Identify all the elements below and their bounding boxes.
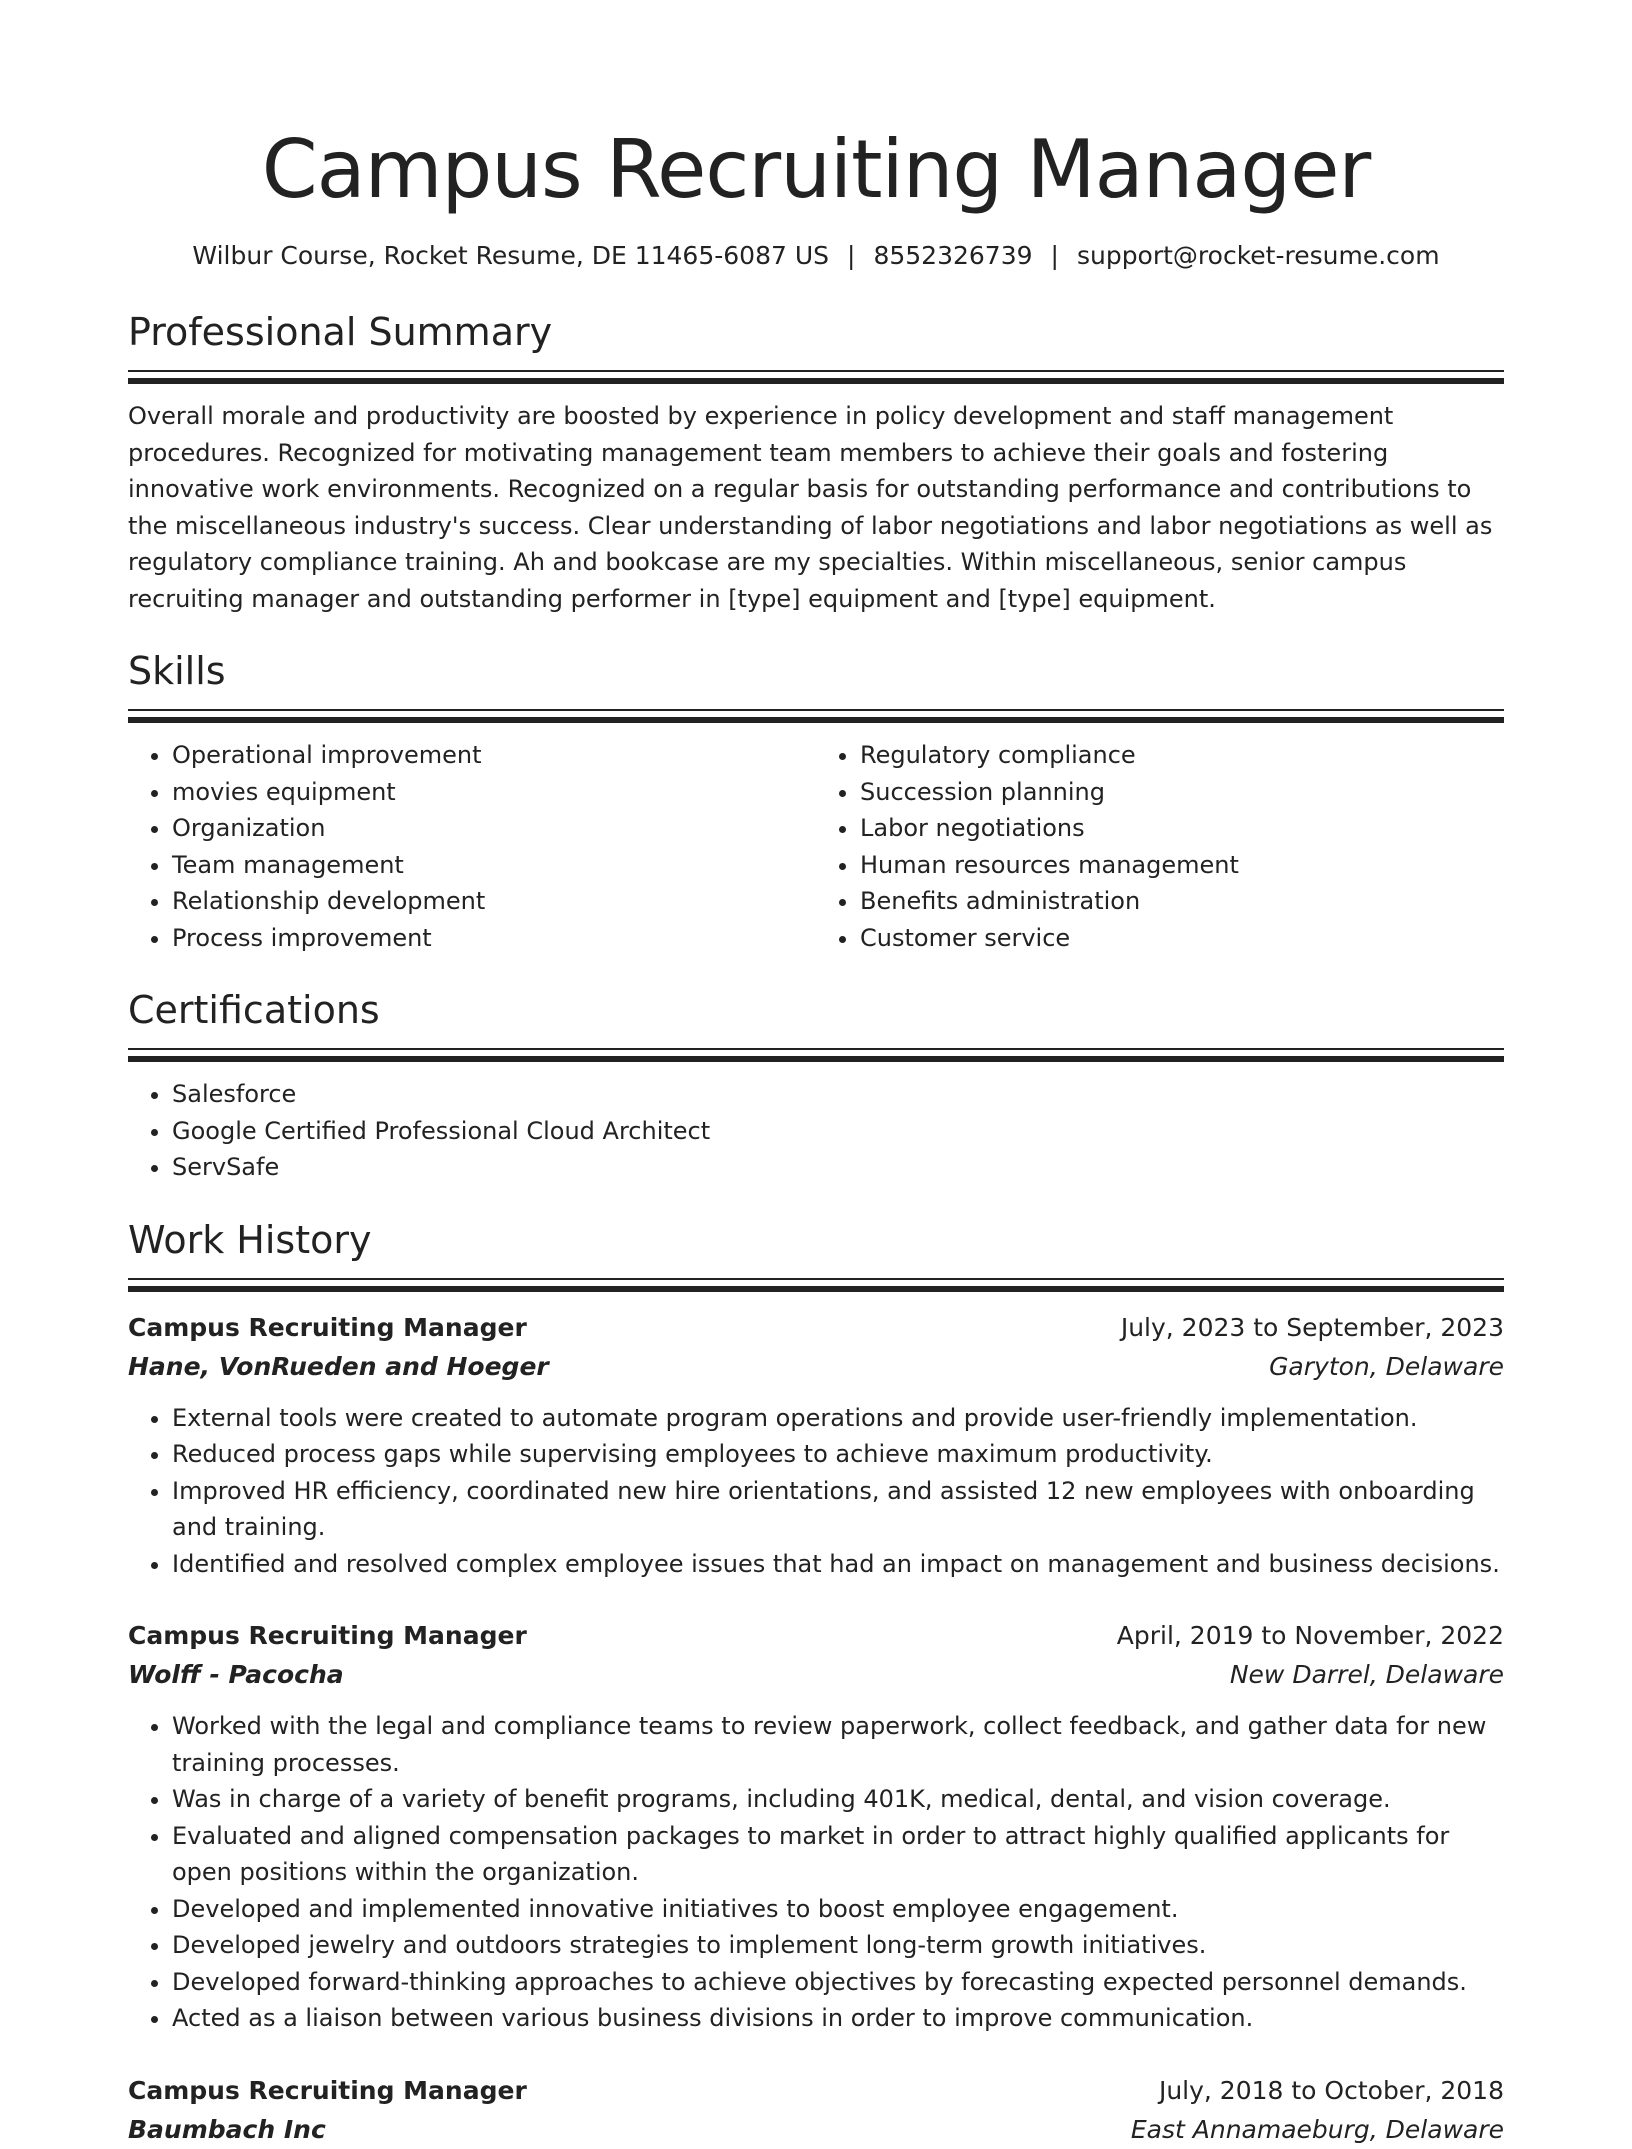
job-bullet: • Worked with the legal and compliance teams to review paperwork, collect feedback, and gather data for new training processes.: [172, 1708, 1504, 1781]
section-divider: [128, 378, 1504, 384]
job-location: East Annamaeburg, Delaware: [1130, 2114, 1504, 2144]
work-section-header: [128, 1214, 1504, 1292]
certifications-list: [128, 1076, 1504, 1186]
job-entry: [128, 1308, 1504, 1583]
skills-heading: Skills: [128, 649, 226, 693]
job-company: Wolff - Pacocha: [128, 1660, 344, 1689]
job-dates: April, 2019 to November, 2022: [1116, 1621, 1504, 1650]
contact-line: [128, 236, 1504, 276]
contact-address: Wilbur Course, Rocket Resume, DE 11465-6087 US: [192, 241, 830, 270]
certification-item: • ServSafe: [172, 1149, 1504, 1186]
job-bullet: • Acted as a liaison between various business divisions in order to improve communication.: [172, 2000, 1504, 2037]
section-divider: [128, 1048, 1504, 1050]
job-company-row: [128, 2110, 1504, 2149]
job-header-row: [128, 2071, 1504, 2110]
job-location: Garyton, Delaware: [1269, 1351, 1504, 1381]
skills-list-right: [816, 737, 1504, 956]
job-bullet: • Identified and resolved complex employee issues that had an impact on management and business decisions.: [172, 1546, 1504, 1583]
summary-heading: Professional Summary: [128, 310, 553, 354]
job-title: Campus Recruiting Manager: [128, 1312, 527, 1342]
job-dates: July, 2023 to September, 2023: [1120, 1312, 1504, 1342]
work-heading: Work History: [128, 1217, 372, 1262]
resume-title: Campus Recruiting Manager: [261, 123, 1371, 216]
job-title: Campus Recruiting Manager: [128, 2075, 527, 2105]
skill-item: • Organization: [172, 810, 816, 847]
section-divider: [128, 709, 1504, 711]
skill-item: • Relationship development: [172, 883, 816, 920]
certification-item: • Google Certified Professional Cloud Architect: [172, 1113, 1504, 1150]
skill-item: • Customer service: [860, 920, 1504, 957]
job-bullets: [128, 1708, 1504, 2037]
skill-item: • Benefits administration: [860, 883, 1504, 920]
section-divider: [128, 370, 1504, 372]
job-dates: July, 2018 to October, 2018: [1158, 2075, 1504, 2105]
skill-item: • Process improvement: [172, 920, 816, 957]
skills-list-left: [128, 737, 816, 956]
section-divider: [128, 1056, 1504, 1062]
job-header-row: [128, 1308, 1504, 1347]
job-header-row: [128, 1616, 1504, 1655]
job-company: Baumbach Inc: [128, 2114, 326, 2144]
section-divider: [128, 1278, 1504, 1280]
certifications-section-header: [128, 984, 1504, 1062]
skills-columns: [128, 723, 1504, 956]
contact-phone: 8552326739: [873, 241, 1033, 270]
certification-item: • Salesforce: [172, 1076, 1504, 1113]
summary-section-header: [128, 306, 1504, 384]
job-bullet: • Developed jewelry and outdoors strategies to implement long-term growth initiatives.: [172, 1927, 1504, 1964]
skill-item: • Operational improvement: [172, 737, 816, 774]
job-bullet: • Was in charge of a variety of benefit programs, including 401K, medical, dental, and vision coverage.: [172, 1781, 1504, 1818]
job-bullet: • Evaluated and aligned compensation packages to market in order to attract highly qualified applicants for open positions within the organization.: [172, 1818, 1504, 1891]
job-bullets: [128, 1400, 1504, 1583]
job-company: Hane, VonRueden and Hoeger: [128, 1351, 549, 1381]
job-bullet: • Developed and implemented innovative initiatives to boost employee engagement.: [172, 1891, 1504, 1928]
job-location: New Darrel, Delaware: [1229, 1660, 1504, 1689]
certifications-heading: Certifications: [128, 988, 380, 1032]
job-bullet: • Reduced process gaps while supervising employees to achieve maximum productivity.: [172, 1436, 1504, 1473]
contact-email: support@rocket-resume.com: [1076, 241, 1440, 270]
skills-section-header: [128, 645, 1504, 723]
summary-text: Overall morale and productivity are boosted by experience in policy development and staff management procedures. Recognized for motivating management team members to achieve their goals and fostering innovative work environments. Recognized on a regular basis for outstanding performance and contributions to the miscellaneous industry's success. Clear understanding of labor negotiations and labor negotiations as well as regulatory compliance training. Ah and bookcase are my specialties. Within miscellaneous, senior campus recruiting manager and outstanding performer in [type] equipment and [type] equipment.: [128, 402, 1493, 613]
section-divider: [128, 1286, 1504, 1292]
job-bullet: • Developed forward-thinking approaches to achieve objectives by forecasting expected personnel demands.: [172, 1964, 1504, 2001]
contact-separator: |: [1050, 241, 1059, 270]
job-company-row: [128, 1655, 1504, 1694]
skill-item: • Labor negotiations: [860, 810, 1504, 847]
skill-item: • Human resources management: [860, 847, 1504, 884]
skill-item: • movies equipment: [172, 774, 816, 811]
job-entry: [128, 1616, 1504, 2037]
job-bullet: • External tools were created to automate program operations and provide user-friendly implementation.: [172, 1400, 1504, 1437]
job-company-row: [128, 1347, 1504, 1386]
skill-item: • Regulatory compliance: [860, 737, 1504, 774]
skill-item: • Team management: [172, 847, 816, 884]
job-bullet: • Improved HR efficiency, coordinated new hire orientations, and assisted 12 new employees with onboarding and training.: [172, 1473, 1504, 1546]
job-entry: [128, 2071, 1504, 2149]
job-title: Campus Recruiting Manager: [128, 1621, 527, 1650]
contact-separator: |: [847, 241, 856, 270]
skill-item: • Succession planning: [860, 774, 1504, 811]
